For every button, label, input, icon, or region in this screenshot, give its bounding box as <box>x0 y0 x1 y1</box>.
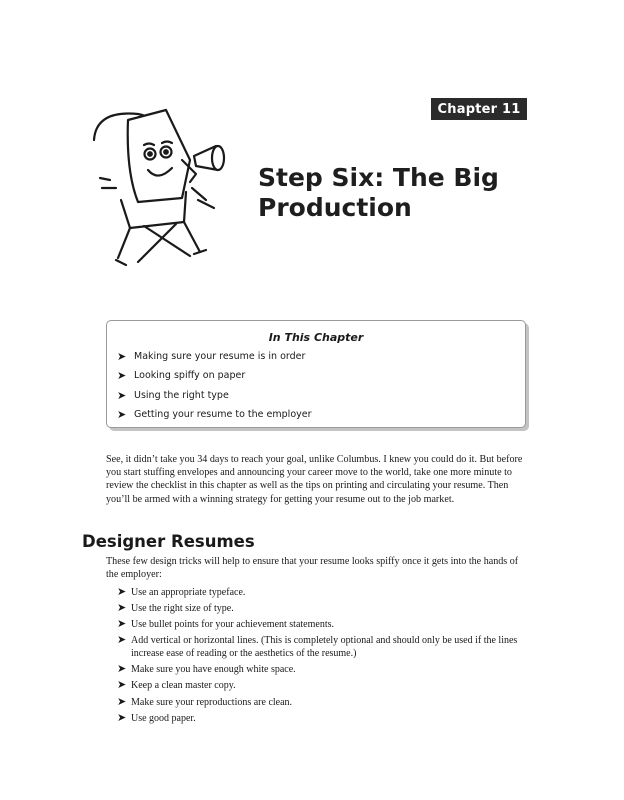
list-item <box>117 618 537 631</box>
list-item <box>117 602 537 615</box>
arrow-bullet-icon: ➤ <box>117 634 127 647</box>
list-item <box>117 350 312 369</box>
list-item <box>117 586 537 599</box>
list-item-text: Use good paper. <box>131 712 196 724</box>
list-item <box>117 679 537 692</box>
arrow-bullet-icon: ➤ <box>117 586 127 598</box>
list-item <box>117 696 537 709</box>
list-item-text: Make sure your reproductions are clean. <box>131 696 293 708</box>
list-item-text: Make sure you have enough white space. <box>131 664 296 676</box>
list-item <box>117 663 537 676</box>
chapter-title-line-1: Step Six: The Big <box>258 163 499 192</box>
in-this-chapter-box <box>106 320 526 428</box>
list-item <box>117 369 312 388</box>
list-item-text: Use the right size of type. <box>131 603 234 615</box>
in-this-chapter-title: In This Chapter <box>268 331 364 344</box>
chapter-badge <box>431 98 527 120</box>
chapter-title-line-2: Production <box>258 193 412 222</box>
list-item <box>117 408 312 427</box>
arrow-bullet-icon: ➤ <box>117 663 127 676</box>
section-intro-paragraph: These few design tricks will help to ensure that your resume looks spiffy once it gets into the hands of the employer: <box>106 556 519 580</box>
section-heading: Designer Resumes <box>82 532 255 551</box>
list-item-text: Making sure your resume is in order <box>134 351 306 362</box>
list-item <box>117 634 537 660</box>
design-tips-list <box>117 586 537 728</box>
intro-paragraph: See, it didn’t take you 34 days to reach your goal, unlike Columbus. I knew you could do it. But before you start stuffing envelopes and announcing your career move to the world, take one more minute to review the checklist in this chapter as well as the tips on printing and circulating your resume. Then you’ll be armed with a winning strategy for getting your resume out to the job market. <box>106 454 523 505</box>
arrow-bullet-icon: ➤ <box>117 369 127 383</box>
arrow-bullet-icon: ➤ <box>117 388 127 402</box>
director-mascot-icon <box>86 100 246 280</box>
arrow-bullet-icon: ➤ <box>117 711 127 724</box>
arrow-bullet-icon: ➤ <box>117 695 127 708</box>
chapter-title <box>258 163 558 223</box>
arrow-bullet-icon: ➤ <box>117 407 127 421</box>
in-this-chapter-list <box>117 350 312 427</box>
list-item-text: Add vertical or horizontal lines. (This is completely optional and should only be used if the lines increase ease of reading or the aesthetics of the resume.) <box>131 635 518 660</box>
list-item-text: Using the right type <box>134 389 229 401</box>
list-item-text: Use bullet points for your achievement statements. <box>131 619 335 631</box>
list-item-text: Keep a clean master copy. <box>131 680 236 692</box>
chapter-label: Chapter 11 <box>437 101 521 117</box>
list-item <box>117 389 312 408</box>
arrow-bullet-icon: ➤ <box>117 350 127 363</box>
list-item-text: Looking spiffy on paper <box>134 370 246 382</box>
list-item-text: Getting your resume to the employer <box>134 408 312 420</box>
list-item-text: Use an appropriate typeface. <box>131 587 246 598</box>
arrow-bullet-icon: ➤ <box>117 618 127 631</box>
list-item <box>117 712 537 725</box>
arrow-bullet-icon: ➤ <box>117 679 127 692</box>
arrow-bullet-icon: ➤ <box>117 602 127 615</box>
